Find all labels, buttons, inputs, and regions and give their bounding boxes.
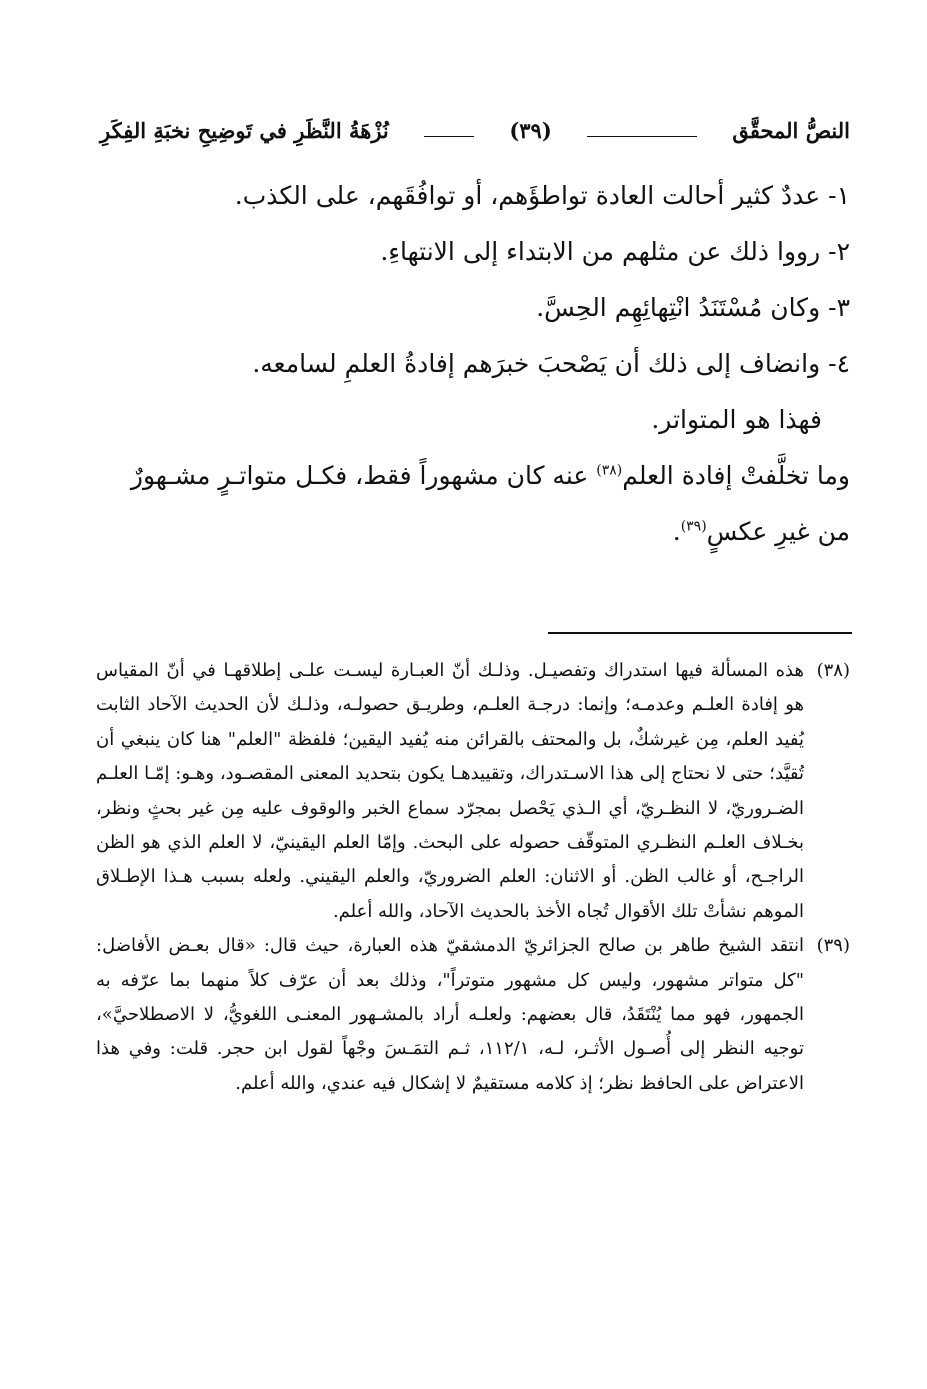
header-rule-right <box>587 136 697 137</box>
header-section-title: النصُّ المحقَّق <box>732 117 850 143</box>
footnotes <box>96 654 850 1101</box>
footnote-39 <box>96 929 850 1101</box>
paragraph-start: وما تخلَّفتْ إفادة العلم <box>622 461 850 490</box>
footnote-number: (٣٨) <box>816 660 850 681</box>
footnote-number: (٣٩) <box>816 935 850 957</box>
header-book-title: نُزْهَةُ النَّظَرِ في تَوضِيحِ نخبَةِ الفِكَرِ <box>100 117 389 143</box>
conclusion-line: فهذا هو المتواتر. <box>651 405 822 434</box>
footnote-text: انتقد الشيخ طاهر بن صالح الجزائريّ الدمشقيّ هذه العبارة، حيث قال: «قال بعـض الأفاضل: "كل متواتر مشهور، وليس كل مشهور متوتراً"، وذلك بعد أن عرّف كلاً منهما بما عرّفه به الجمهور، فهو مما يُنْتَقَدُ، قال بعضهم: ولعلـه أراد بالمشـهور المعنـى اللغويُّ، لا الاصطلاحيَّ»، توجيه النظر إلى أُصـول الأثـر، لـه، ١١٢/١، ثـم التمَـسَ وجْهاً لقول ابن حجر. قلت: وفي هذا الاعتراض على الحافظ نظر؛ إذ كلامه مستقيمٌ لا إشكال فيه عندي، والله أعلم. <box>96 935 804 1094</box>
footnote-ref-38[interactable]: (٣٨) <box>596 462 623 479</box>
main-text <box>100 168 850 560</box>
running-header <box>100 108 850 152</box>
footnote-text: هذه المسألة فيها استدراك وتفصيـل. وذلـك أنّ العبـارة ليسـت علـى إطلاقهـا في أنّ المقياس هو إفادة العلـم وعدمـه؛ وإنما: درجـة العلـم، وطريـق حصولـه، وذلـك لأن الحديث الآحاد الثابت يُفيد العلم، مِن غيرشكٌ، بل والمحتف بالقرائن منه يُفيد اليقين؛ فلفظة "العلم" هنا كان ينبغي أن تُقيَّد؛ حتى لا نحتاج إلى هذا الاسـتدراك، وتقييدهـا يكون بتحديد المعنى المقصـود، وهـو: إمّـا العلـم الضـروريّ، لا النظـريّ، أي الـذي يَحْصل بمجرّد سماع الخبر والوقوف عليه مِن غير بحثٍ ونظر، بخـلاف العلـم النظـري المتوقّف حصوله على البحث. وإمّا العلم اليقينيّ، لا العلم الذي هو الظن الراجـح، أو غالب الظن. أو الاثنان: العلم الضروريّ، والعلم اليقيني. ولعله بسبب هـذا الإطـلاق الموهم نشأتْ تلك الأقوال تُجاه الأخذ بالحديث الآحاد، والله أعلم. <box>96 660 804 922</box>
header-rule-left <box>424 136 474 137</box>
footnote-divider <box>548 632 852 634</box>
list-item-4: ٤- وانضاف إلى ذلك أن يَصْحبَ خبرَهم إفادةُ العلمِ لسامعه. <box>252 349 850 378</box>
footnote-ref-39[interactable]: (٣٩) <box>680 518 707 535</box>
paragraph-end: . <box>672 517 681 546</box>
footnote-38 <box>96 654 850 929</box>
paragraph-middle: عنه كان مشهوراً فقط، فكـل متواتـرٍ مشـهورٌ من غيرِ عكسٍ <box>130 461 850 546</box>
list-item-1: ١- عددٌ كثير أحالت العادة تواطؤَهم، أو توافُقَهم، على الكذب. <box>234 181 850 210</box>
page-number: (٣٩) <box>509 117 552 143</box>
main-paragraph <box>100 448 850 560</box>
list-item-3: ٣- وكان مُسْتَنَدُ انْتِهائِهِم الحِسَّ. <box>536 293 850 322</box>
list-item-2: ٢- رووا ذلك عن مثلهم من الابتداء إلى الانتهاءِ. <box>380 237 850 266</box>
